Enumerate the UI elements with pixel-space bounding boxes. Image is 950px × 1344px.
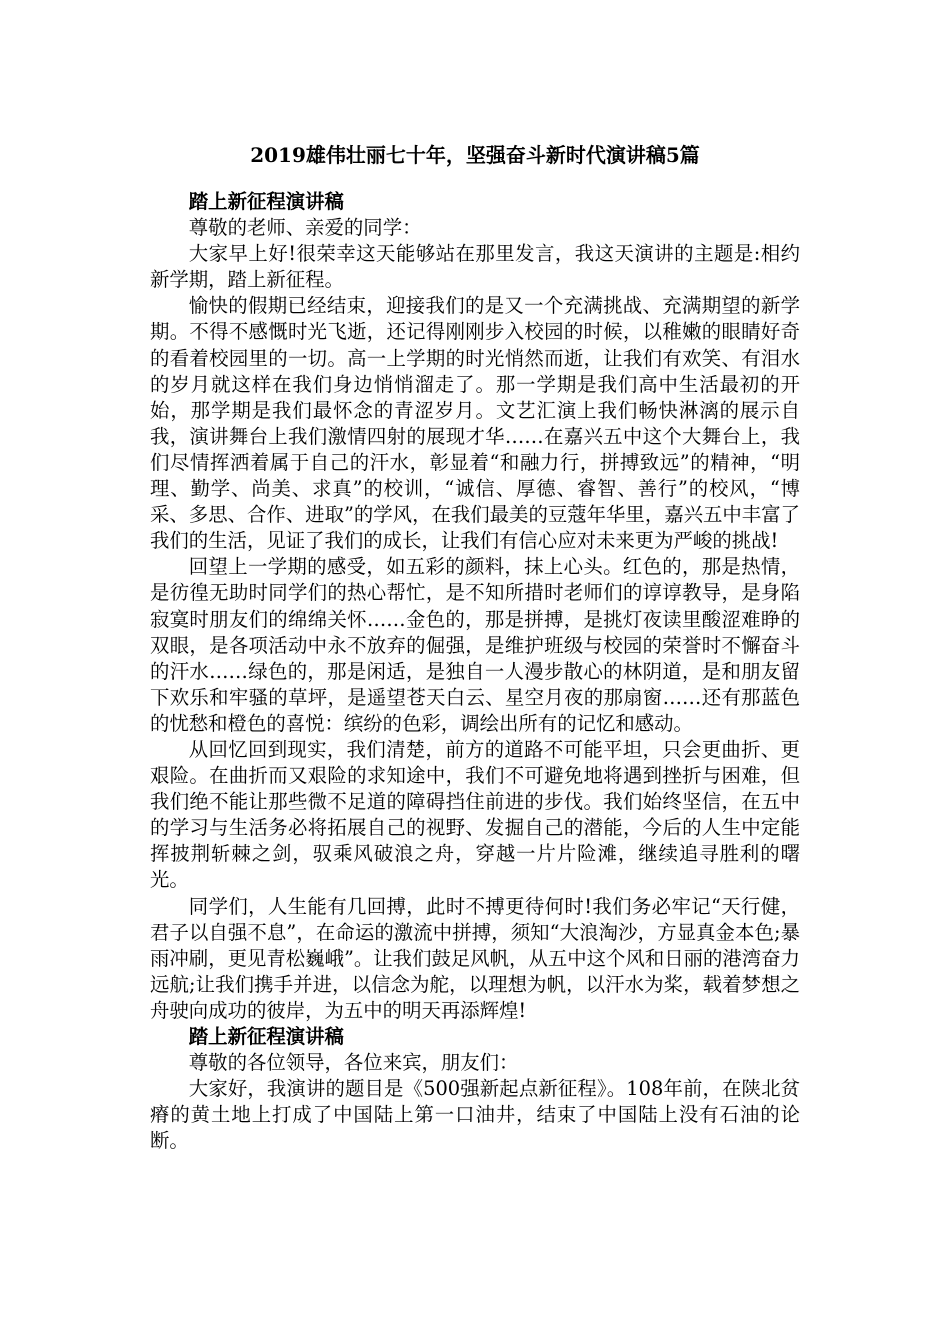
paragraph: 同学们，人生能有几回搏，此时不搏更待何时!我们务必牢记“天行健，君子以自强不息”，在命运的激流中拼搏，须知“大浪淘沙，方显真金本色;暴雨冲刷，更见青松巍峨”。让我们鼓足风帆，从五中这个风和日丽的港湾奋力远航;让我们携手并进，以信念为舵，以理想为帆，以汗水为桨，载着梦想之舟驶向成功的彼岸，为五中的明天再添辉煌!	[150, 894, 800, 1022]
salutation: 尊敬的各位领导，各位来宾，朋友们：	[188, 1051, 519, 1075]
section-heading: 踏上新征程演讲稿	[188, 190, 344, 213]
paragraph: 回望上一学期的感受，如五彩的颜料，抹上心头。红色的，那是热情，是彷徨无助时同学们的热心帮忙，是不知所措时老师们的谆谆教导，是身陷寂寞时朋友们的绵绵关怀……金色的，那是拼搏，是挑灯夜读里酸涩难睁的双眼，是各项活动中永不放弃的倔强，是维护班级与校园的荣誉时不懈奋斗的汗水……绿色的，那是闲适，是独自一人漫步散心的林阴道，是和朋友留下欢乐和牢骚的草坪，是遥望苍天白云、星空月夜的那扇窗……还有那蓝色的忧愁和橙色的喜悦：缤纷的色彩，调绘出所有的记忆和感动。	[150, 555, 800, 735]
salutation: 尊敬的老师、亲爱的同学：	[188, 216, 422, 240]
section-heading: 踏上新征程演讲稿	[188, 1025, 344, 1048]
document-title: 2019雄伟壮丽七十年，坚强奋斗新时代演讲稿5篇	[250, 143, 700, 167]
paragraph: 愉快的假期已经结束，迎接我们的是又一个充满挑战、充满期望的新学期。不得不感慨时光飞逝，还记得刚刚步入校园的时候，以稚嫩的眼睛好奇的看着校园里的一切。高一上学期的时光悄然而逝，让我们有欢笑、有泪水的岁月就这样在我们身边悄悄溜走了。那一学期是我们高中生活最初的开始，那学期是我们最怀念的青涩岁月。文艺汇演上我们畅快淋漓的展示自我，演讲舞台上我们激情四射的展现才华……在嘉兴五中这个大舞台上，我们尽情挥洒着属于自己的汗水，彰显着“和融力行，拼搏致远”的精神，“明理、勤学、尚美、求真”的校训，“诚信、厚德、睿智、善行”的校风，“博采、多思、合作、进取”的学风，在我们最美的豆蔻年华里，嘉兴五中丰富了我们的生活，见证了我们的成长，让我们有信心应对未来更为严峻的挑战!	[150, 294, 800, 553]
paragraph: 从回忆回到现实，我们清楚，前方的道路不可能平坦，只会更曲折、更艰险。在曲折而又艰险的求知途中，我们不可避免地将遇到挫折与困难，但我们绝不能让那些微不足道的障碍挡住前进的步伐。我们始终坚信，在五中的学习与生活务必将拓展自己的视野、发掘自己的潜能，今后的人生中定能挥披荆斩棘之剑，驭乘风破浪之舟，穿越一片片险滩，继续追寻胜利的曙光。	[150, 737, 800, 892]
document-body	[150, 189, 800, 1154]
paragraph: 大家好，我演讲的题目是《500强新起点新征程》。108年前，在陕北贫瘠的黄土地上打成了中国陆上第一口油井，结束了中国陆上没有石油的论断。	[150, 1077, 800, 1153]
paragraph: 大家早上好!很荣幸这天能够站在那里发言，我这天演讲的主题是:相约新学期，踏上新征程。	[150, 242, 800, 292]
